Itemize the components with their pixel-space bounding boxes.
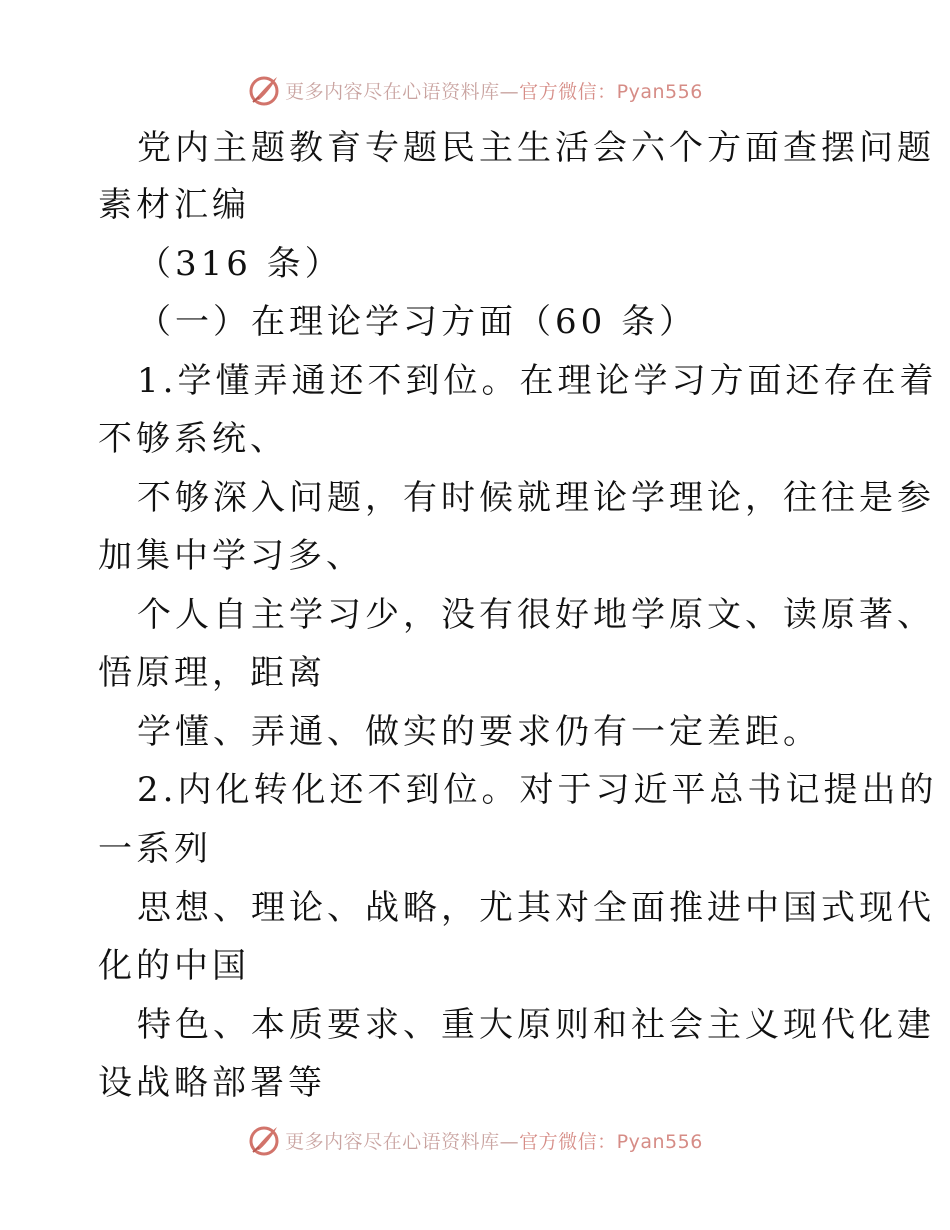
paragraph-2-line: 化的中国 bbox=[98, 946, 250, 986]
watermark-wechat: 官方微信：Pyan556 bbox=[519, 1130, 703, 1153]
feather-pen-logo-icon bbox=[247, 73, 281, 107]
feather-pen-logo-icon bbox=[247, 1123, 281, 1157]
paragraph-1-line: 学懂、弄通、做实的要求仍有一定差距。 bbox=[137, 712, 821, 752]
paragraph-1-line: 加集中学习多、 bbox=[98, 536, 364, 576]
watermark-wechat: 官方微信：Pyan556 bbox=[519, 80, 703, 103]
paragraph-1-line: 个人自主学习少，没有很好地学原文、读原著、 bbox=[137, 595, 935, 635]
paragraph-2-line: 特色、本质要求、重大原则和社会主义现代化建 bbox=[137, 1005, 935, 1045]
paragraph-2-line: 一系列 bbox=[98, 829, 212, 869]
watermark-title: 更多内容尽在心语资料库 bbox=[285, 80, 500, 103]
section-heading-theory-study: （一）在理论学习方面（60 条） bbox=[137, 302, 698, 342]
watermark-separator: — bbox=[499, 1130, 520, 1153]
watermark-title: 更多内容尽在心语资料库 bbox=[285, 1130, 500, 1153]
watermark-separator: — bbox=[499, 80, 520, 103]
paragraph-2-line: 2.内化转化还不到位。对于习近平总书记提出的 bbox=[137, 770, 938, 810]
paragraph-1-line: 悟原理，距离 bbox=[98, 653, 326, 693]
document-title-line1: 党内主题教育专题民主生活会六个方面查摆问题 bbox=[137, 128, 935, 168]
item-count: （316 条） bbox=[137, 244, 343, 284]
paragraph-1-line: 不够系统、 bbox=[98, 419, 288, 459]
document-title-line2: 素材汇编 bbox=[98, 185, 250, 225]
paragraph-1-line: 1.学懂弄通还不到位。在理论学习方面还存在着 bbox=[137, 361, 938, 401]
footer-watermark bbox=[0, 1120, 950, 1160]
paragraph-2-line: 思想、理论、战略，尤其对全面推进中国式现代 bbox=[137, 888, 935, 928]
paragraph-2-line: 设战略部署等 bbox=[98, 1063, 326, 1103]
header-watermark bbox=[0, 70, 950, 110]
paragraph-1-line: 不够深入问题，有时候就理论学理论，往往是参 bbox=[137, 478, 935, 518]
